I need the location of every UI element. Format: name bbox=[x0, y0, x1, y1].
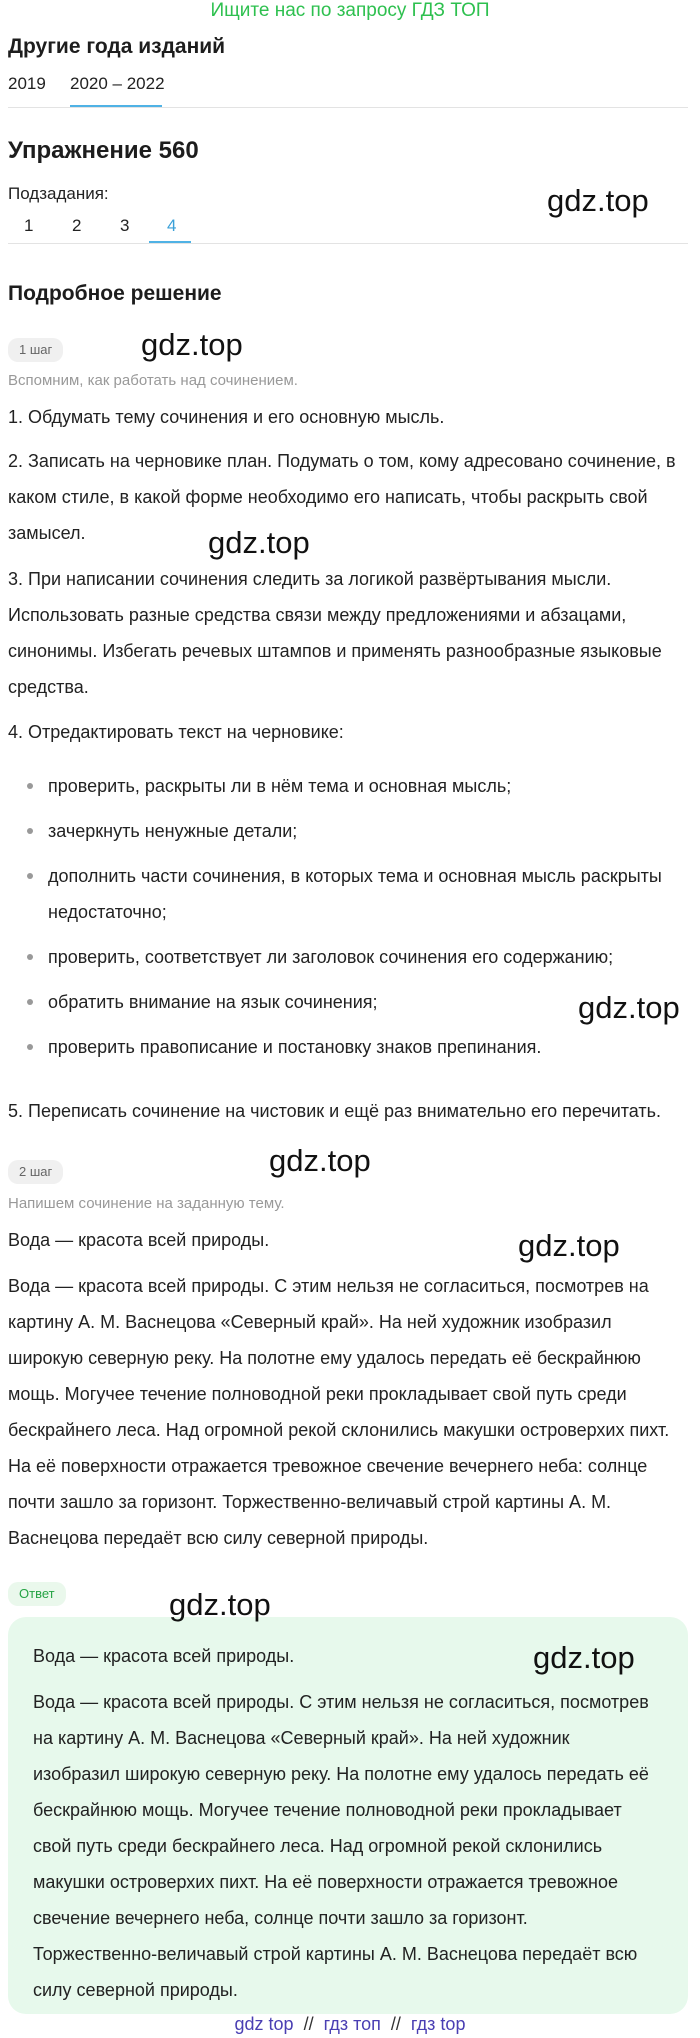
exercise-title: Упражнение 560 bbox=[8, 137, 199, 164]
watermark-logo: gdz.top bbox=[547, 183, 649, 218]
bullet-icon bbox=[27, 783, 33, 789]
edit-checklist bbox=[8, 768, 688, 1074]
step-2-essay-text: Вода — красота всей природы. С этим нельзя не согласиться, посмотрев на картину А. М. Васнецова «Северный край». На ней художник изобразил широкую северную реку. На полотне ему удалось передать её бескрайнюю мощь. Могучее течение полноводной реки прокладывает свой путь среди бескрайнего леса. Над огромной рекой склонились макушки островерхих пихт. На её поверхности отражается тревожное свечение вечернего неба: солнце почти зашло за горизонт. Торжественно-величавый строй картины А. М. Васнецова передаёт всю силу северной природы. bbox=[8, 1276, 670, 1548]
tab-year-2019[interactable]: 2019 bbox=[8, 74, 46, 93]
answer-essay-text: Вода — красота всей природы. С этим нельзя не согласиться, посмотрев на картину А. М. Васнецова «Северный край». На ней художник изобразил широкую северную реку. На полотне ему удалось передать её бескрайнюю мощь. Могучее течение полноводной реки прокладывает свой путь среди бескрайнего леса. Над огромной рекой склонились макушки островерхих пихт. На её поверхности отражается тревожное свечение вечернего неба, солнце почти зашло за горизонт. Торжественно-величавый строй картины А. М. Васнецова передаёт всю силу северной природы. bbox=[33, 1692, 649, 2000]
watermark-logo: gdz.top bbox=[533, 1640, 635, 1675]
tab-subtask-4[interactable]: 4 bbox=[167, 216, 177, 235]
answer-badge: Ответ bbox=[8, 1582, 66, 1606]
list-item: обратить внимание на язык сочинения; bbox=[8, 984, 688, 1020]
year-tabs bbox=[8, 74, 688, 110]
tab-subtask-3[interactable]: 3 bbox=[120, 216, 130, 235]
footer-link-gdz-top[interactable]: gdz top bbox=[234, 2014, 294, 2034]
answer-essay-title: Вода — красота всей природы. bbox=[33, 1646, 295, 1666]
footer-link-gdz-top-ru[interactable]: гдз топ bbox=[323, 2014, 381, 2034]
bullet-icon bbox=[27, 873, 33, 879]
year-tabs-divider bbox=[8, 107, 688, 108]
step-2-essay-title: Вода — красота всей природы. bbox=[8, 1230, 270, 1250]
step-1-paragraph-4: 4. Отредактировать текст на черновике: bbox=[8, 722, 344, 742]
watermark-logo: gdz.top bbox=[578, 990, 680, 1025]
step-2-badge: 2 шаг bbox=[8, 1160, 63, 1184]
step-1-paragraph-2: 2. Записать на черновике план. Подумать о том, кому адресовано сочинение, в каком стиле, в какой форме необходимо его написать, чтобы раскрыть свой замысел. bbox=[8, 451, 676, 543]
step-1-hint: Вспомним, как работать над сочинением. bbox=[8, 372, 298, 389]
detailed-solution-heading: Подробное решение bbox=[8, 282, 222, 305]
bullet-icon bbox=[27, 999, 33, 1005]
footer-link-gdz-top-mixed[interactable]: гдз top bbox=[410, 2014, 466, 2034]
bullet-icon bbox=[27, 828, 33, 834]
list-item: проверить правописание и постановку знаков препинания. bbox=[8, 1029, 688, 1065]
watermark-logo: gdz.top bbox=[169, 1587, 271, 1622]
watermark-logo: gdz.top bbox=[518, 1228, 620, 1263]
footer-links bbox=[0, 2014, 700, 2035]
search-us-link[interactable]: Ищите нас по запросу ГДЗ ТОП bbox=[210, 0, 490, 21]
subtask-tabs-divider bbox=[8, 243, 688, 244]
watermark-logo: gdz.top bbox=[269, 1143, 371, 1178]
answer-box bbox=[8, 1617, 688, 2014]
footer-separator: // bbox=[390, 2014, 401, 2034]
list-item: дополнить части сочинения, в которых тема и основная мысль раскрыты недостаточно; bbox=[8, 858, 688, 930]
step-1-paragraph-1: 1. Обдумать тему сочинения и его основную мысль. bbox=[8, 407, 445, 427]
tab-year-2020-2022[interactable]: 2020 – 2022 bbox=[70, 74, 165, 93]
tab-subtask-2[interactable]: 2 bbox=[72, 216, 82, 235]
other-years-heading: Другие года изданий bbox=[8, 35, 226, 58]
step-1-badge: 1 шаг bbox=[8, 338, 63, 362]
watermark-logo: gdz.top bbox=[141, 327, 243, 362]
step-1-paragraph-3: 3. При написании сочинения следить за логикой развёртывания мысли. Использовать разные средства связи между предложениями и абзацами, синонимы. Избегать речевых штампов и применять разнообразные языковые средства. bbox=[8, 569, 662, 697]
subtasks-label: Подзадания: bbox=[8, 184, 109, 203]
list-item: проверить, раскрыты ли в нём тема и основная мысль; bbox=[8, 768, 688, 804]
bullet-icon bbox=[27, 1044, 33, 1050]
step-1-paragraph-5: 5. Переписать сочинение на чистовик и ещё раз внимательно его перечитать. bbox=[8, 1101, 662, 1121]
list-item: зачеркнуть ненужные детали; bbox=[8, 813, 688, 849]
watermark-logo: gdz.top bbox=[208, 525, 310, 560]
step-2-hint: Напишем сочинение на заданную тему. bbox=[8, 1195, 285, 1212]
footer-separator: // bbox=[303, 2014, 314, 2034]
subtask-tabs bbox=[8, 216, 688, 248]
bullet-icon bbox=[27, 954, 33, 960]
list-item: проверить, соответствует ли заголовок сочинения его содержанию; bbox=[8, 939, 688, 975]
tab-subtask-1[interactable]: 1 bbox=[24, 216, 34, 235]
